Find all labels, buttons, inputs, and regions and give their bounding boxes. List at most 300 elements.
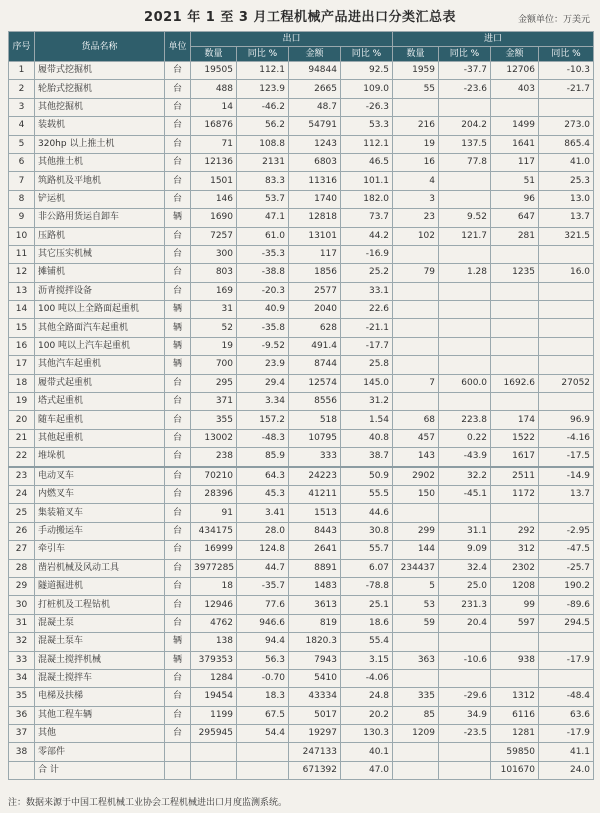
cell-export-qty-yoy: [237, 743, 289, 761]
cell-export-amt: 13101: [289, 227, 341, 245]
cell-import-qty: 19: [393, 135, 439, 153]
cell-export-amt-yoy: 53.3: [341, 117, 393, 135]
table-row: [9, 761, 594, 779]
cell-import-qty: 1209: [393, 725, 439, 743]
cell-export-amt-yoy: -4.06: [341, 669, 393, 687]
col-export-qty: 数量: [191, 47, 237, 62]
cell-export-amt: 117: [289, 245, 341, 263]
cell-import-qty: [393, 282, 439, 300]
cell-export-amt-yoy: 182.0: [341, 190, 393, 208]
cell-name: 手动搬运车: [35, 522, 165, 540]
cell-seq: 35: [9, 688, 35, 706]
cell-unit: 台: [165, 522, 191, 540]
cell-import-qty: 68: [393, 411, 439, 429]
cell-seq: 22: [9, 448, 35, 467]
cell-export-qty-yoy: 18.3: [237, 688, 289, 706]
cell-import-qty-yoy: [439, 190, 491, 208]
cell-unit: [165, 761, 191, 779]
cell-seq: 17: [9, 356, 35, 374]
cell-export-qty-yoy: 23.9: [237, 356, 289, 374]
cell-export-amt-yoy: 101.1: [341, 172, 393, 190]
cell-seq: 16: [9, 337, 35, 355]
cell-seq: 25: [9, 504, 35, 522]
cell-seq: 21: [9, 429, 35, 447]
cell-export-qty: 7257: [191, 227, 237, 245]
cell-import-qty: 7: [393, 374, 439, 392]
cell-name: 装载机: [35, 117, 165, 135]
cell-import-qty-yoy: -37.7: [439, 62, 491, 80]
cell-seq: 38: [9, 743, 35, 761]
cell-export-qty: 18: [191, 577, 237, 595]
cell-export-amt-yoy: 33.1: [341, 282, 393, 300]
cell-import-qty: 363: [393, 651, 439, 669]
cell-name: 320hp 以上推土机: [35, 135, 165, 153]
cell-import-qty: 299: [393, 522, 439, 540]
cell-export-qty: 12136: [191, 153, 237, 171]
cell-import-qty: [393, 98, 439, 116]
cell-seq: 5: [9, 135, 35, 153]
cell-export-qty: 19505: [191, 62, 237, 80]
cell-export-amt: 12574: [289, 374, 341, 392]
cell-export-qty: 13002: [191, 429, 237, 447]
cell-import-amt: 938: [491, 651, 539, 669]
cell-unit: 辆: [165, 651, 191, 669]
cell-export-amt: 1483: [289, 577, 341, 595]
col-export-amt: 金额: [289, 47, 341, 62]
cell-import-amt-yoy: -4.16: [539, 429, 594, 447]
cell-unit: 台: [165, 411, 191, 429]
cell-name: 压路机: [35, 227, 165, 245]
cell-export-qty: 3977285: [191, 559, 237, 577]
table-row: [9, 541, 594, 559]
cell-import-amt-yoy: [539, 393, 594, 411]
cell-import-qty-yoy: [439, 761, 491, 779]
cell-export-amt: 2641: [289, 541, 341, 559]
cell-export-qty: 434175: [191, 522, 237, 540]
page-title: 2021 年 1 至 3 月工程机械产品进出口分类汇总表: [144, 10, 456, 25]
cell-import-amt: [491, 337, 539, 355]
cell-name: 零部件: [35, 743, 165, 761]
cell-export-qty: 16876: [191, 117, 237, 135]
trade-summary-table: [8, 31, 594, 780]
cell-import-amt-yoy: 13.7: [539, 485, 594, 503]
cell-export-qty: 488: [191, 80, 237, 98]
cell-import-amt-yoy: [539, 282, 594, 300]
table-row: [9, 282, 594, 300]
cell-export-amt: 12818: [289, 209, 341, 227]
cell-import-amt: 281: [491, 227, 539, 245]
cell-import-qty: 144: [393, 541, 439, 559]
cell-name: 混凝土搅拌机械: [35, 651, 165, 669]
cell-unit: 台: [165, 393, 191, 411]
table-row: [9, 337, 594, 355]
cell-export-qty-yoy: 3.34: [237, 393, 289, 411]
cell-export-amt: 8556: [289, 393, 341, 411]
cell-export-amt-yoy: 31.2: [341, 393, 393, 411]
cell-import-amt: 1692.6: [491, 374, 539, 392]
currency-unit: 金额单位：万美元: [517, 15, 590, 25]
cell-export-amt: 24223: [289, 467, 341, 486]
cell-import-amt: 1235: [491, 264, 539, 282]
cell-seq: 36: [9, 706, 35, 724]
cell-export-amt-yoy: -17.7: [341, 337, 393, 355]
cell-import-amt-yoy: [539, 337, 594, 355]
cell-name: 其他起重机: [35, 429, 165, 447]
cell-import-qty-yoy: [439, 393, 491, 411]
cell-import-qty: [393, 761, 439, 779]
cell-name: 集装箱叉车: [35, 504, 165, 522]
cell-import-amt-yoy: -17.5: [539, 448, 594, 467]
cell-import-amt-yoy: [539, 301, 594, 319]
cell-seq: 34: [9, 669, 35, 687]
cell-export-amt-yoy: 1.54: [341, 411, 393, 429]
cell-unit: 台: [165, 688, 191, 706]
cell-import-amt: [491, 669, 539, 687]
cell-export-qty-yoy: -35.3: [237, 245, 289, 263]
cell-export-amt-yoy: 18.6: [341, 614, 393, 632]
cell-import-amt: 1641: [491, 135, 539, 153]
cell-name: 轮胎式挖掘机: [35, 80, 165, 98]
cell-export-amt-yoy: 50.9: [341, 467, 393, 486]
cell-export-amt: 7943: [289, 651, 341, 669]
cell-import-amt-yoy: 41.0: [539, 153, 594, 171]
cell-import-amt: [491, 504, 539, 522]
cell-unit: 台: [165, 725, 191, 743]
cell-export-qty: 295: [191, 374, 237, 392]
cell-import-amt-yoy: 96.9: [539, 411, 594, 429]
cell-import-amt-yoy: [539, 669, 594, 687]
cell-import-amt-yoy: 63.6: [539, 706, 594, 724]
cell-import-qty-yoy: [439, 504, 491, 522]
cell-export-amt: 247133: [289, 743, 341, 761]
cell-import-amt: [491, 301, 539, 319]
cell-import-qty-yoy: 204.2: [439, 117, 491, 135]
cell-unit: 台: [165, 153, 191, 171]
cell-unit: 辆: [165, 319, 191, 337]
cell-export-amt: 8443: [289, 522, 341, 540]
cell-import-amt: 99: [491, 596, 539, 614]
cell-seq: 37: [9, 725, 35, 743]
cell-import-qty: 2902: [393, 467, 439, 486]
cell-unit: 台: [165, 227, 191, 245]
cell-import-amt-yoy: 294.5: [539, 614, 594, 632]
cell-export-amt-yoy: 55.4: [341, 633, 393, 651]
cell-seq: 24: [9, 485, 35, 503]
cell-seq: 33: [9, 651, 35, 669]
cell-unit: 台: [165, 135, 191, 153]
cell-export-qty-yoy: -38.8: [237, 264, 289, 282]
cell-export-qty-yoy: 54.4: [237, 725, 289, 743]
cell-seq: 19: [9, 393, 35, 411]
cell-seq: 27: [9, 541, 35, 559]
cell-export-amt-yoy: 40.1: [341, 743, 393, 761]
cell-export-qty: 71: [191, 135, 237, 153]
cell-unit: 台: [165, 374, 191, 392]
cell-import-amt-yoy: -2.95: [539, 522, 594, 540]
table-row: [9, 485, 594, 503]
cell-export-qty: 1690: [191, 209, 237, 227]
cell-unit: 台: [165, 541, 191, 559]
cell-name: 凿岩机械及风动工具: [35, 559, 165, 577]
table-row: [9, 522, 594, 540]
cell-import-qty-yoy: 77.8: [439, 153, 491, 171]
cell-export-amt: 8891: [289, 559, 341, 577]
cell-unit: 台: [165, 172, 191, 190]
table-row: [9, 448, 594, 467]
cell-seq: 11: [9, 245, 35, 263]
cell-import-qty: 3: [393, 190, 439, 208]
cell-export-qty-yoy: 44.7: [237, 559, 289, 577]
cell-import-amt-yoy: 25.3: [539, 172, 594, 190]
cell-import-qty-yoy: 1.28: [439, 264, 491, 282]
cell-unit: 台: [165, 80, 191, 98]
cell-name: 打桩机及工程钻机: [35, 596, 165, 614]
footnote: 注：数据来源于中国工程机械工业协会工程机械进出口月度监测系统。: [8, 798, 288, 808]
cell-import-amt-yoy: 27052: [539, 374, 594, 392]
cell-export-qty: 31: [191, 301, 237, 319]
cell-export-amt-yoy: -78.8: [341, 577, 393, 595]
cell-unit: 辆: [165, 633, 191, 651]
cell-unit: 台: [165, 264, 191, 282]
cell-import-qty: 79: [393, 264, 439, 282]
cell-seq: 4: [9, 117, 35, 135]
cell-export-qty-yoy: 123.9: [237, 80, 289, 98]
table-row: [9, 614, 594, 632]
cell-import-amt: 1281: [491, 725, 539, 743]
cell-import-amt-yoy: -14.9: [539, 467, 594, 486]
col-name: 货品名称: [35, 32, 165, 62]
cell-unit: 台: [165, 669, 191, 687]
table-row: [9, 633, 594, 651]
cell-import-amt: 403: [491, 80, 539, 98]
cell-export-amt: 1740: [289, 190, 341, 208]
cell-import-qty-yoy: 0.22: [439, 429, 491, 447]
cell-name: 其他: [35, 725, 165, 743]
cell-import-amt-yoy: 273.0: [539, 117, 594, 135]
cell-export-amt: 1513: [289, 504, 341, 522]
cell-export-amt-yoy: 25.2: [341, 264, 393, 282]
cell-export-qty-yoy: -46.2: [237, 98, 289, 116]
cell-import-amt: [491, 319, 539, 337]
table-row: [9, 393, 594, 411]
col-import: 进口: [393, 32, 594, 47]
cell-import-amt: 51: [491, 172, 539, 190]
col-import-amt-yoy: 同比 %: [539, 47, 594, 62]
table-row: [9, 62, 594, 80]
cell-seq: 6: [9, 153, 35, 171]
table-row: [9, 577, 594, 595]
cell-import-amt-yoy: [539, 633, 594, 651]
table-row: [9, 374, 594, 392]
cell-export-qty: 379353: [191, 651, 237, 669]
cell-export-qty-yoy: [237, 761, 289, 779]
table-row: [9, 135, 594, 153]
cell-export-amt-yoy: 73.7: [341, 209, 393, 227]
cell-export-qty: 803: [191, 264, 237, 282]
cell-name: 合 计: [35, 761, 165, 779]
cell-import-amt: 174: [491, 411, 539, 429]
cell-export-amt-yoy: 25.1: [341, 596, 393, 614]
table-row: [9, 209, 594, 227]
table-row: [9, 504, 594, 522]
cell-import-amt: 1522: [491, 429, 539, 447]
cell-export-amt-yoy: 22.6: [341, 301, 393, 319]
cell-import-qty-yoy: [439, 319, 491, 337]
cell-name: 其他工程车辆: [35, 706, 165, 724]
cell-import-qty: [393, 301, 439, 319]
cell-import-amt: 96: [491, 190, 539, 208]
col-unit: 单位: [165, 32, 191, 62]
cell-export-qty: 1199: [191, 706, 237, 724]
cell-import-amt: 101670: [491, 761, 539, 779]
cell-export-amt-yoy: 3.15: [341, 651, 393, 669]
cell-import-amt: 312: [491, 541, 539, 559]
cell-unit: 台: [165, 577, 191, 595]
cell-export-amt: 3613: [289, 596, 341, 614]
cell-import-amt-yoy: -47.5: [539, 541, 594, 559]
cell-export-qty-yoy: 56.2: [237, 117, 289, 135]
table-body: [9, 62, 594, 780]
cell-seq: 13: [9, 282, 35, 300]
cell-import-qty-yoy: [439, 282, 491, 300]
cell-import-qty-yoy: -45.1: [439, 485, 491, 503]
table-row: [9, 559, 594, 577]
cell-unit: 台: [165, 62, 191, 80]
cell-unit: 台: [165, 117, 191, 135]
cell-import-qty: 53: [393, 596, 439, 614]
cell-import-qty: 150: [393, 485, 439, 503]
cell-import-qty-yoy: [439, 633, 491, 651]
cell-export-amt-yoy: 38.7: [341, 448, 393, 467]
cell-import-amt: [491, 633, 539, 651]
cell-export-amt-yoy: 130.3: [341, 725, 393, 743]
cell-export-qty: [191, 761, 237, 779]
cell-import-qty: [393, 245, 439, 263]
cell-import-amt-yoy: 16.0: [539, 264, 594, 282]
cell-export-qty-yoy: 40.9: [237, 301, 289, 319]
cell-import-qty: [393, 356, 439, 374]
cell-name: 100 吨以上汽车起重机: [35, 337, 165, 355]
cell-seq: 3: [9, 98, 35, 116]
table-row: [9, 98, 594, 116]
cell-import-amt-yoy: -17.9: [539, 651, 594, 669]
cell-seq: 18: [9, 374, 35, 392]
cell-export-qty-yoy: -35.7: [237, 577, 289, 595]
cell-import-amt-yoy: 13.0: [539, 190, 594, 208]
cell-export-amt-yoy: 145.0: [341, 374, 393, 392]
cell-import-qty-yoy: [439, 669, 491, 687]
cell-export-qty: 1284: [191, 669, 237, 687]
cell-export-qty-yoy: 3.41: [237, 504, 289, 522]
cell-export-qty-yoy: 85.9: [237, 448, 289, 467]
cell-unit: 台: [165, 485, 191, 503]
cell-seq: 10: [9, 227, 35, 245]
cell-import-qty: 143: [393, 448, 439, 467]
cell-unit: 台: [165, 98, 191, 116]
table-row: [9, 356, 594, 374]
cell-import-amt-yoy: 865.4: [539, 135, 594, 153]
cell-import-qty-yoy: 121.7: [439, 227, 491, 245]
cell-import-qty-yoy: [439, 337, 491, 355]
cell-name: 筑路机及平地机: [35, 172, 165, 190]
cell-name: 牵引车: [35, 541, 165, 559]
cell-export-amt: 5017: [289, 706, 341, 724]
table-row: [9, 651, 594, 669]
cell-seq: 31: [9, 614, 35, 632]
cell-import-qty: 23: [393, 209, 439, 227]
cell-name: 混凝土搅拌车: [35, 669, 165, 687]
cell-import-qty-yoy: [439, 98, 491, 116]
cell-name: 其他挖掘机: [35, 98, 165, 116]
cell-export-qty: 1501: [191, 172, 237, 190]
col-seq: 序号: [9, 32, 35, 62]
cell-import-amt-yoy: 13.7: [539, 209, 594, 227]
cell-import-amt-yoy: -17.9: [539, 725, 594, 743]
cell-export-amt-yoy: 92.5: [341, 62, 393, 80]
cell-import-amt: 1172: [491, 485, 539, 503]
cell-import-amt: [491, 245, 539, 263]
cell-export-qty-yoy: 29.4: [237, 374, 289, 392]
cell-export-qty-yoy: 2131: [237, 153, 289, 171]
cell-import-qty-yoy: [439, 301, 491, 319]
cell-import-qty: 16: [393, 153, 439, 171]
cell-seq: 7: [9, 172, 35, 190]
cell-export-amt: 491.4: [289, 337, 341, 355]
col-import-qty-yoy: 同比 %: [439, 47, 491, 62]
cell-name: 非公路用货运自卸车: [35, 209, 165, 227]
cell-export-qty-yoy: 946.6: [237, 614, 289, 632]
cell-export-amt-yoy: 47.0: [341, 761, 393, 779]
table-row: [9, 725, 594, 743]
cell-import-qty: 234437: [393, 559, 439, 577]
table-row: [9, 264, 594, 282]
cell-import-qty-yoy: -23.5: [439, 725, 491, 743]
cell-unit: 台: [165, 282, 191, 300]
cell-export-amt: 41211: [289, 485, 341, 503]
cell-export-qty: 138: [191, 633, 237, 651]
cell-name: 履带式挖掘机: [35, 62, 165, 80]
cell-unit: 台: [165, 429, 191, 447]
cell-seq: 14: [9, 301, 35, 319]
cell-import-qty: 5: [393, 577, 439, 595]
table-row: [9, 80, 594, 98]
cell-export-amt-yoy: 55.7: [341, 541, 393, 559]
cell-unit: 辆: [165, 301, 191, 319]
cell-unit: 台: [165, 245, 191, 263]
cell-name: 内燃叉车: [35, 485, 165, 503]
cell-export-amt-yoy: 44.2: [341, 227, 393, 245]
cell-export-amt: 43334: [289, 688, 341, 706]
cell-export-qty: 295945: [191, 725, 237, 743]
cell-export-amt: 10795: [289, 429, 341, 447]
cell-export-qty: 371: [191, 393, 237, 411]
cell-import-amt: 597: [491, 614, 539, 632]
cell-name: 堆垛机: [35, 448, 165, 467]
cell-import-amt-yoy: -89.6: [539, 596, 594, 614]
cell-export-qty: 146: [191, 190, 237, 208]
cell-seq: 9: [9, 209, 35, 227]
cell-import-amt-yoy: -21.7: [539, 80, 594, 98]
cell-seq: 12: [9, 264, 35, 282]
table-row: [9, 227, 594, 245]
cell-import-qty: 1959: [393, 62, 439, 80]
table-row: [9, 301, 594, 319]
cell-name: 其它压实机械: [35, 245, 165, 263]
table-row: [9, 596, 594, 614]
table-row: [9, 706, 594, 724]
col-import-qty: 数量: [393, 47, 439, 62]
cell-export-amt: 94844: [289, 62, 341, 80]
